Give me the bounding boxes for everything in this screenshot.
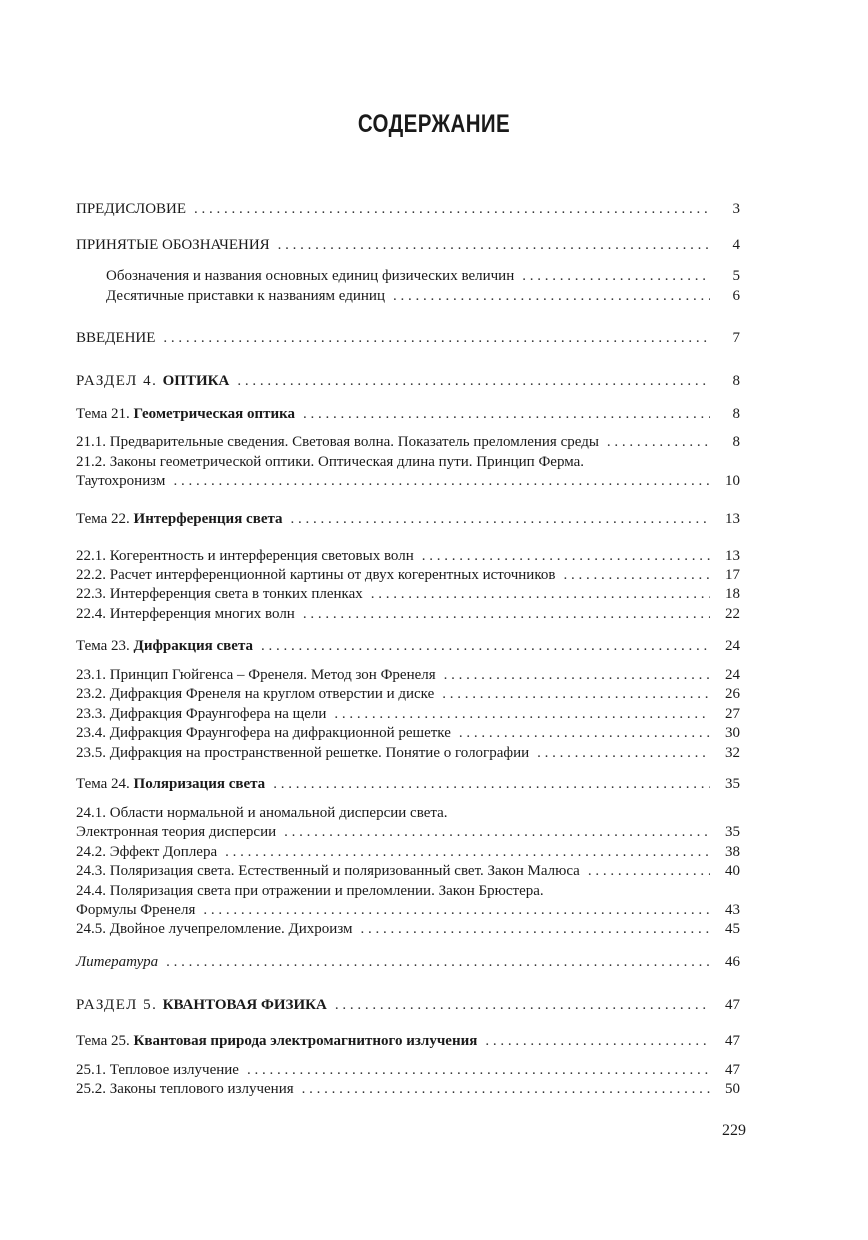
toc-entry-page: 47 <box>725 1033 740 1049</box>
toc-topic-25[interactable] <box>76 1032 740 1050</box>
toc-entry-title: Литература <box>76 954 159 970</box>
toc-entry-page: 18 <box>725 586 740 602</box>
page-title: СОДЕРЖАНИЕ <box>357 110 511 138</box>
toc-entry-page: 8 <box>732 406 740 422</box>
toc-entry-title: Десятичные приставки к названиям единиц <box>106 288 385 304</box>
section-title: ОПТИКА <box>162 373 230 389</box>
dot-leader <box>302 1080 710 1098</box>
toc-entry-title: 24.2. Эффект Доплера <box>76 844 218 860</box>
dot-leader <box>166 953 710 971</box>
toc-entry-page: 45 <box>725 921 740 937</box>
toc-entry-title: ВВЕДЕНИЕ <box>76 330 156 346</box>
dot-leader <box>203 901 710 919</box>
toc-entry-page: 46 <box>725 954 740 970</box>
toc-entry-page: 40 <box>725 863 740 879</box>
toc-entry-preface[interactable] <box>76 200 740 218</box>
topic-title: Поляризация света <box>133 776 266 792</box>
toc-entry-page: 43 <box>725 902 740 918</box>
dot-leader <box>225 843 710 861</box>
toc-entry-23-2[interactable] <box>76 685 740 703</box>
dot-leader <box>459 724 710 742</box>
topic-title: Квантовая природа электромагнитного излучения <box>133 1033 478 1049</box>
toc-section-4[interactable] <box>76 372 740 390</box>
dot-leader <box>335 996 710 1014</box>
toc-entry-introduction[interactable] <box>76 329 740 347</box>
dot-leader <box>173 472 710 490</box>
topic-title: Интерференция света <box>133 511 283 527</box>
topic-prefix: Тема 21. <box>76 406 134 422</box>
toc-entry-23-1[interactable] <box>76 666 740 684</box>
dot-leader <box>291 510 710 528</box>
topic-title: Дифракция света <box>133 638 253 654</box>
toc-entry-21-2-line1[interactable]: 21.2. Законы геометрической оптики. Оптическая длина пути. Принцип Ферма. <box>76 454 585 470</box>
toc-entry-25-1[interactable] <box>76 1061 740 1079</box>
topic-prefix: Тема 23. <box>76 638 134 654</box>
toc-entry-title: 24.5. Двойное лучепреломление. Дихроизм <box>76 921 353 937</box>
toc-entry-23-4[interactable] <box>76 724 740 742</box>
toc-entry-page: 4 <box>732 237 740 253</box>
toc-entry-page: 50 <box>725 1081 740 1097</box>
toc-topic-21[interactable] <box>76 405 740 423</box>
dot-leader <box>371 585 710 603</box>
dot-leader <box>393 287 710 305</box>
toc-entry-24-2[interactable] <box>76 843 740 861</box>
topic-prefix: Тема 24. <box>76 776 134 792</box>
toc-entry-title: 23.4. Дифракция Фраунгофера на дифракционной решетке <box>76 725 451 741</box>
toc-entry-page: 8 <box>732 434 740 450</box>
dot-leader <box>273 775 710 793</box>
toc-entry-title: 25.1. Тепловое излучение <box>76 1062 239 1078</box>
toc-entry-23-3[interactable] <box>76 705 740 723</box>
toc-topic-24[interactable] <box>76 775 740 793</box>
topic-title: Геометрическая оптика <box>133 406 296 422</box>
toc-entry-24-1-line1[interactable]: 24.1. Области нормальной и аномальной дисперсии света. <box>76 805 448 821</box>
toc-entry-22-4[interactable] <box>76 605 740 623</box>
toc-entry-page: 13 <box>725 548 740 564</box>
toc-entry-page: 8 <box>732 373 740 389</box>
toc-entry-page: 7 <box>732 330 740 346</box>
section-prefix: РАЗДЕЛ 4. <box>76 373 163 389</box>
dot-leader <box>194 200 710 218</box>
toc-topic-22[interactable] <box>76 510 740 528</box>
dot-leader <box>607 433 710 451</box>
dot-leader <box>163 329 710 347</box>
toc-entry-title: ПРИНЯТЫЕ ОБОЗНАЧЕНИЯ <box>76 237 270 253</box>
toc-entry-title: 22.4. Интерференция многих волн <box>76 606 295 622</box>
toc-entry-page: 24 <box>725 638 740 654</box>
toc-entry-page: 17 <box>725 567 740 583</box>
dot-leader <box>334 705 710 723</box>
toc-entry-22-1[interactable] <box>76 547 740 565</box>
dot-leader <box>563 566 710 584</box>
toc-entry-page: 13 <box>725 511 740 527</box>
dot-leader <box>442 685 710 703</box>
toc-entry-title: 24.3. Поляризация света. Естественный и поляризованный свет. Закон Малюса <box>76 863 580 879</box>
dot-leader <box>485 1032 710 1050</box>
toc-entry-title: 23.2. Дифракция Френеля на круглом отверстии и диске <box>76 686 435 702</box>
dot-leader <box>361 920 710 938</box>
toc-entry-24-5[interactable] <box>76 920 740 938</box>
toc-entry-title: 22.2. Расчет интерференционной картины от двух когерентных источников <box>76 567 556 583</box>
toc-entry-page: 47 <box>725 1062 740 1078</box>
dot-leader <box>284 823 710 841</box>
toc-entry-page: 5 <box>732 268 740 284</box>
section-prefix: РАЗДЕЛ 5. <box>76 997 163 1013</box>
dot-leader <box>422 547 710 565</box>
toc-entry-title: 23.3. Дифракция Фраунгофера на щели <box>76 706 327 722</box>
dot-leader <box>278 236 710 254</box>
toc-section-5[interactable] <box>76 996 740 1014</box>
toc-topic-23[interactable] <box>76 637 740 655</box>
toc-entry-title: 25.2. Законы теплового излучения <box>76 1081 294 1097</box>
toc-entry-title: 23.5. Дифракция на пространственной решетке. Понятие о голографии <box>76 745 530 761</box>
topic-prefix: Тема 22. <box>76 511 134 527</box>
toc-entry-page: 32 <box>725 745 740 761</box>
toc-entry-page: 24 <box>725 667 740 683</box>
toc-entry-title: 21.1. Предварительные сведения. Световая волна. Показатель преломления среды <box>76 434 599 450</box>
toc-entry-page: 27 <box>725 706 740 722</box>
page-number: 229 <box>722 1122 746 1139</box>
dot-leader <box>537 744 710 762</box>
toc-entry-24-4[interactable] <box>76 901 740 919</box>
dot-leader <box>247 1061 710 1079</box>
toc-entry-title: Электронная теория дисперсии <box>76 824 277 840</box>
toc-entry-24-4-line1[interactable]: 24.4. Поляризация света при отражении и преломлении. Закон Брюстера. <box>76 883 544 899</box>
toc-entry-title: Таутохронизм <box>76 473 166 489</box>
toc-entry-25-2[interactable] <box>76 1080 740 1098</box>
toc-entry-23-5[interactable] <box>76 744 740 762</box>
dot-leader <box>237 372 710 390</box>
toc-entry-page: 6 <box>732 288 740 304</box>
toc-entry-title: 22.1. Когерентность и интерференция световых волн <box>76 548 414 564</box>
toc-entry-24-1[interactable] <box>76 823 740 841</box>
toc-entry-22-2[interactable] <box>76 566 740 584</box>
toc-entry-literature[interactable] <box>76 953 740 971</box>
toc-entry-21-1[interactable] <box>76 433 740 451</box>
toc-entry-page: 35 <box>725 776 740 792</box>
toc-entry-page: 10 <box>725 473 740 489</box>
dot-leader <box>588 862 710 880</box>
toc-entry-title: 22.3. Интерференция света в тонких пленках <box>76 586 363 602</box>
toc-entry-units[interactable] <box>106 267 740 285</box>
toc-entry-title: Формулы Френеля <box>76 902 196 918</box>
dot-leader <box>444 666 710 684</box>
toc-entry-page: 38 <box>725 844 740 860</box>
dot-leader <box>522 267 710 285</box>
toc-entry-21-2[interactable] <box>76 472 740 490</box>
toc-entry-page: 26 <box>725 686 740 702</box>
toc-entry-title: Обозначения и названия основных единиц физических величин <box>106 268 515 284</box>
section-title: КВАНТОВАЯ ФИЗИКА <box>162 997 327 1013</box>
toc-entry-page: 3 <box>732 201 740 217</box>
dot-leader <box>303 605 710 623</box>
topic-prefix: Тема 25. <box>76 1033 134 1049</box>
toc-entry-page: 22 <box>725 606 740 622</box>
toc-entry-24-3[interactable] <box>76 862 740 880</box>
toc-entry-22-3[interactable] <box>76 585 740 603</box>
toc-entry-title: 23.1. Принцип Гюйгенса – Френеля. Метод зон Френеля <box>76 667 436 683</box>
toc-entry-page: 47 <box>725 997 740 1013</box>
toc-entry-prefixes[interactable] <box>106 287 740 305</box>
toc-entry-title: ПРЕДИСЛОВИЕ <box>76 201 187 217</box>
dot-leader <box>303 405 710 423</box>
toc-entry-page: 35 <box>725 824 740 840</box>
dot-leader <box>261 637 710 655</box>
toc-entry-notation[interactable] <box>76 236 740 254</box>
toc-entry-page: 30 <box>725 725 740 741</box>
